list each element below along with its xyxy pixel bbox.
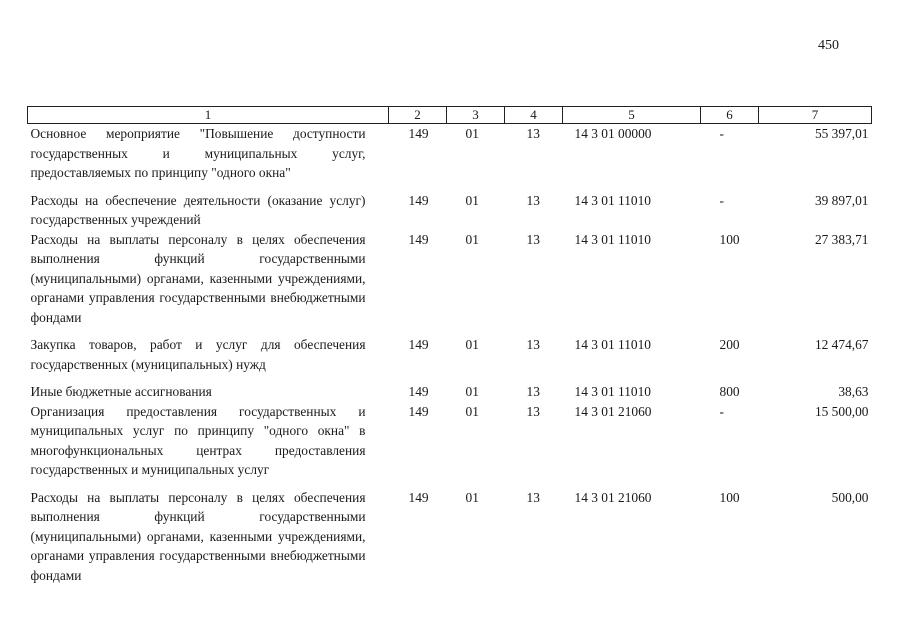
row-csr: 14 3 01 11010 [574,192,651,208]
row-name: Расходы на выплаты персоналу в целях обеспечения выполнения функций государственными (муниципальными) органами, казенными учреждениями, органами управления государственными внебюджетными фондами [30,489,366,583]
table-row [28,335,872,382]
row-sum: 38,63 [838,384,869,399]
header-col-6: 6 [701,107,759,124]
row-pr: 13 [526,489,540,505]
row-pr: 13 [526,403,540,419]
budget-table [27,106,872,585]
row-rz: 01 [465,337,479,352]
row-rz: 01 [465,231,479,247]
row-pr: 13 [526,384,540,399]
row-ved: 149 [408,126,429,141]
row-rz: 01 [465,489,479,505]
row-sum: 15 500,00 [814,403,869,419]
row-ved: 149 [408,231,429,247]
row-sum: 12 474,67 [814,337,869,352]
row-name: Расходы на обеспечение деятельности (оказание услуг) государственных учреждений [30,192,366,227]
header-col-4: 4 [505,107,563,124]
row-csr: 14 3 01 11010 [574,231,651,247]
header-col-3: 3 [447,107,505,124]
page-number: 450 [818,38,839,53]
row-rz: 01 [465,384,479,399]
row-csr: 14 3 01 11010 [574,337,651,352]
table-row [28,488,872,586]
row-name: Расходы на выплаты персоналу в целях обеспечения выполнения функций государственными (муниципальными) органами, казенными учреждениями, органами управления государственными внебюджетными фондами [30,231,366,325]
row-vr: 100 [719,231,740,247]
row-sum: 500,00 [831,489,869,505]
row-vr: - [719,403,724,419]
row-name: Основное мероприятие "Повышение доступности государственных и муниципальных услуг, предоставляемых по принципу "одного окна" [30,126,366,180]
row-name: Закупка товаров, работ и услуг для обеспечения государственных (муниципальных) нужд [30,337,366,372]
row-name: Организация предоставления государственных и муниципальных услуг по принципу "одного окна" в многофункциональных центрах предоставления государственных и муниципальных услуг [30,403,366,477]
row-ved: 149 [408,403,429,419]
row-sum: 27 383,71 [814,231,869,247]
row-csr: 14 3 01 21060 [574,403,652,419]
row-ved: 149 [408,192,429,208]
row-sum: 55 397,01 [814,126,869,141]
table-row [28,382,872,402]
header-col-2: 2 [389,107,447,124]
row-pr: 13 [526,126,540,141]
table-row [28,124,872,191]
row-csr: 14 3 01 00000 [574,126,652,141]
header-col-7: 7 [759,107,872,124]
row-rz: 01 [465,403,479,419]
row-name: Иные бюджетные ассигнования [30,384,212,399]
row-pr: 13 [526,337,540,352]
row-sum: 39 897,01 [814,192,869,208]
header-row [28,107,872,124]
table-row [28,402,872,488]
row-pr: 13 [526,231,540,247]
row-csr: 14 3 01 21060 [574,489,652,505]
row-ved: 149 [408,337,429,352]
row-vr: 800 [719,384,740,399]
row-ved: 149 [408,489,429,505]
row-vr: - [719,192,724,208]
row-vr: 100 [719,489,740,505]
table-row [28,191,872,230]
row-pr: 13 [526,192,540,208]
row-csr: 14 3 01 11010 [574,384,651,399]
table-row [28,230,872,336]
row-ved: 149 [408,384,429,399]
row-vr: - [719,126,724,141]
row-vr: 200 [719,337,740,352]
header-col-1: 1 [28,107,389,124]
row-rz: 01 [465,192,479,208]
row-rz: 01 [465,126,479,141]
header-col-5: 5 [563,107,701,124]
